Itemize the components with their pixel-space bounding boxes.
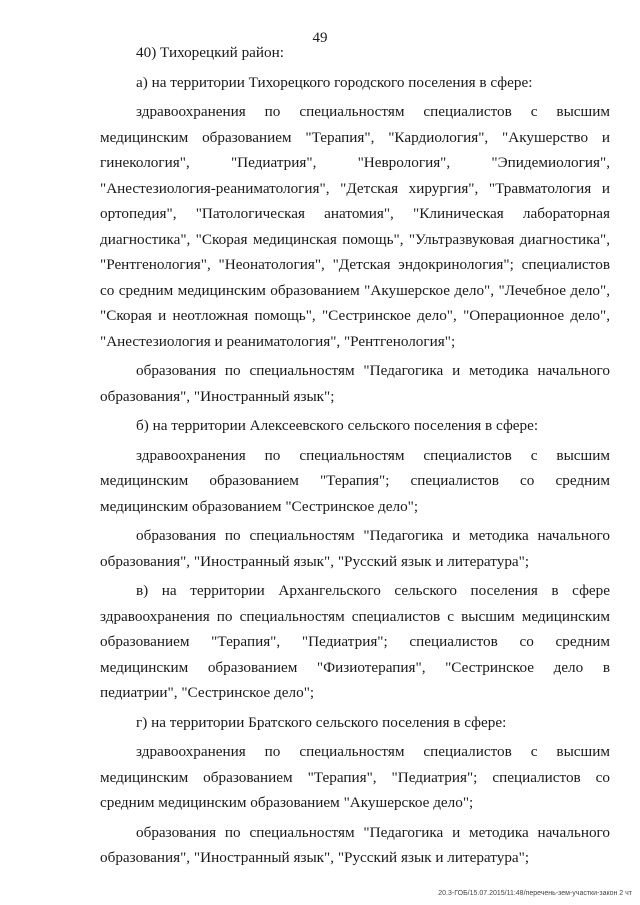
paragraph: здравоохранения по специальностям специалистов с высшим медицинским образованием "Терапия", "Педиатрия"; специалистов со средним медицинским образованием "Акушерское дело"; [100,743,610,811]
subsection-a: а) на территории Тихорецкого городского поселения в сфере: [136,73,533,91]
subsection-v: в) на территории Архангельского сельского поселения в сфере здравоохранения по специальностям специалистов с высшим медицинским образованием "Терапия", "Педиатрия"; специалистов со средним медицинским образованием "Физиотерапия", "Сестринское дело в педиатрии", "Сестринское дело"; [100,582,610,701]
document-body [100,40,610,875]
paragraph: образования по специальностям "Педагогика и методика начального образования", "Иностранный язык", "Русский язык и литература"; [100,527,610,570]
page-number: 49 [312,30,328,46]
footer-note: 20.3-ГОБ/15.07.2015/11:48/перечень-зем-участки-закон 2 чт [438,890,632,897]
paragraph: здравоохранения по специальностям специалистов с высшим медицинским образованием "Терапия"; специалистов со средним медицинским образованием "Сестринское дело"; [100,446,610,515]
subsection-b: б) на территории Алексеевского сельского поселения в сфере: [136,417,539,434]
subsection-g: г) на территории Братского сельского поселения в сфере: [136,713,507,731]
paragraph: образования по специальностям "Педагогика и методика начального образования", "Иностранный язык"; [100,362,610,405]
paragraph: образования по специальностям "Педагогика и методика начального образования", "Иностранный язык", "Русский язык и литература"; [100,823,610,866]
paragraph: здравоохранения по специальностям специалистов с высшим медицинским образованием "Терапия", "Кардиология", "Акушерство и гинекология", "Педиатрия", "Неврология", "Эпидемиология", "Анестезиология-реаниматология", "Детская хирургия", "Травматология и ортопедия", "Патологическая анатомия", "Клиническая лабораторная диагностика", "Скорая медицинская помощь", "Ультразвуковая диагностика", "Рентгенология", "Неонатология", "Детская эндокринология"; специалистов со средним медицинским образованием "Акушерское дело", "Лечебное дело", "Скорая и неотложная помощь", "Сестринское дело", "Операционное дело", "Анестезиология и реаниматология", "Рентгенология"; [100,103,610,350]
section-heading: 40) Тихорецкий район: [136,44,284,61]
